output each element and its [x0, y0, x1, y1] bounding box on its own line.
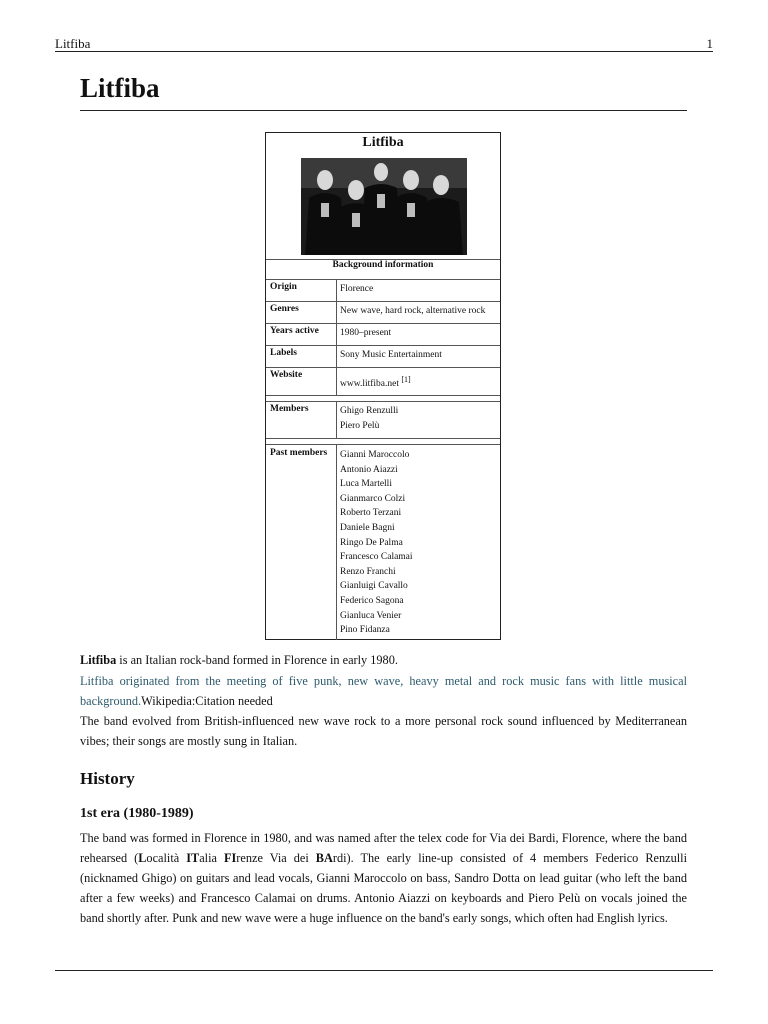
infobox: [265, 132, 501, 640]
acronym-text: alia: [199, 851, 224, 865]
past-member-name: Gianni Maroccolo: [340, 450, 410, 460]
first-era-heading: 1st era (1980-1989): [80, 806, 194, 821]
infobox-divider: [266, 345, 500, 346]
member-name: Ghigo Renzulli: [340, 406, 399, 416]
past-member-name: Federico Sagona: [340, 595, 404, 606]
page-title: Litfiba: [80, 73, 160, 103]
past-member-name: Gianluca Venier: [340, 610, 402, 621]
labels-value: Sony Music Entertainment: [340, 350, 442, 360]
members-list: [340, 404, 398, 433]
infobox-divider: [266, 401, 500, 402]
website-label: Website: [270, 370, 303, 380]
title-divider: [80, 110, 687, 111]
infobox-divider: [266, 438, 500, 439]
acronym-letter: BA: [315, 851, 333, 865]
acronym-letter: FI: [223, 851, 237, 865]
infobox-divider: [266, 323, 500, 324]
first-era-paragraph: [80, 828, 687, 928]
infobox-divider: [266, 444, 500, 445]
first-era-text: rdi). The early line-up consisted of 4 members Federico Renzulli (nicknamed Ghigo) on guitars and lead vocals, Gianni Maroccolo on bass, Sandro Dotta on lead guitar (who left the band after a few weeks) and Francesco Calamai on drums. Antonio Aiazzi on keyboards and Piero Pelù on vocals joined the band shortly after. Punk and new wave were a huge influence on the band's early songs, which often had English lyrics.: [80, 851, 687, 925]
band-photo-icon: [301, 158, 467, 255]
intro-text: is an Italian rock-band formed in Florence in early 1980.: [116, 653, 398, 667]
past-member-name: Renzo Franchi: [340, 566, 396, 577]
website-link[interactable]: www.litfiba.net: [340, 379, 400, 389]
past-members-label: Past members: [270, 448, 328, 458]
acronym-letter: IT: [186, 851, 200, 865]
past-member-name: Gianluigi Cavallo: [340, 581, 408, 592]
origin-paragraph: [80, 671, 687, 711]
past-member-name: Francesco Calamai: [340, 552, 413, 563]
infobox-column-divider: [336, 401, 337, 438]
origin-label: Origin: [270, 282, 297, 292]
origin-value: Florence: [340, 284, 374, 294]
page-number: 1: [706, 36, 713, 51]
infobox-title: Litfiba: [362, 135, 404, 150]
past-member-name: Roberto Terzani: [340, 508, 402, 519]
members-label: Members: [270, 404, 309, 414]
infobox-divider: [266, 395, 500, 396]
past-member-name: Pino Fidanza: [340, 625, 390, 636]
past-member-name: Antonio Aiazzi: [340, 464, 398, 475]
acronym-letter: L: [138, 851, 147, 865]
history-heading: History: [80, 769, 135, 788]
header-divider: [55, 51, 713, 52]
years-active-label: Years active: [270, 326, 319, 336]
running-head-title: Litfiba: [55, 36, 91, 51]
footer-divider: [55, 970, 713, 971]
member-name: Piero Pelù: [340, 420, 380, 431]
website-citation[interactable]: [1]: [401, 375, 411, 384]
intro-band-name: Litfiba: [80, 653, 117, 667]
labels-label: Labels: [270, 348, 297, 358]
past-member-name: Gianmarco Colzi: [340, 493, 406, 504]
past-member-name: Daniele Bagni: [340, 522, 395, 533]
infobox-column-divider: [336, 444, 337, 640]
background-header: Background information: [332, 260, 434, 270]
website-value[interactable]: [340, 373, 411, 392]
intro-paragraph: [80, 650, 687, 670]
origin-link-text[interactable]: Litfiba originated from the meeting of five punk, new wave, heavy metal and rock music fans with little musical background.: [80, 674, 687, 708]
citation-needed-note[interactable]: Wikipedia:Citation needed: [141, 694, 273, 708]
first-era-text: The band was formed in Florence in 1980, and was named after the telex code for Via dei Bardi, Florence, where the band rehearsed (: [80, 831, 687, 865]
running-head: [55, 36, 713, 52]
infobox-column-divider: [336, 279, 337, 395]
infobox-divider: [266, 367, 500, 368]
acronym-text: ocalità: [146, 851, 187, 865]
past-member-name: Luca Martelli: [340, 479, 392, 490]
infobox-divider: [266, 279, 500, 280]
infobox-divider: [266, 301, 500, 302]
genres-value: New wave, hard rock, alternative rock: [340, 306, 486, 316]
genres-label: Genres: [270, 304, 299, 314]
past-member-name: Ringo De Palma: [340, 537, 403, 548]
years-active-value: 1980–present: [340, 328, 392, 338]
acronym-text: renze Via dei: [236, 851, 316, 865]
evolution-paragraph: The band evolved from British-influenced new wave rock to a more personal rock sound influenced by Mediterranean vibes; their songs are mostly sung in Italian.: [80, 714, 687, 748]
past-members-list: [340, 448, 413, 638]
